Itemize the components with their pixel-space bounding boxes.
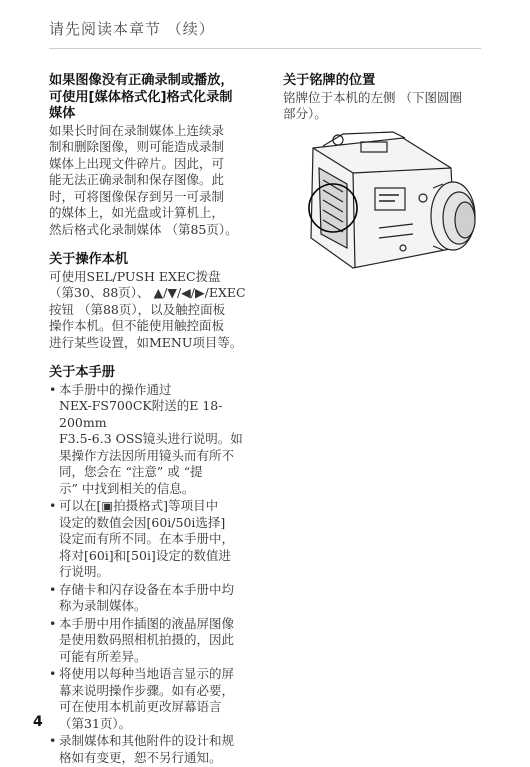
item-line: 幕来说明操作步骤。如有必要， <box>59 682 235 698</box>
item-line: 存储卡和闪存设备在本手册中均 <box>59 581 235 597</box>
body-line: 时，可将图像保存到另一可录制 <box>49 188 225 204</box>
title-line: 可使用[媒体格式化]格式化录制 <box>49 89 233 105</box>
section-title-manual: 关于本手册 <box>49 365 115 380</box>
body-line: 进行某些设置，如MENU项目等。 <box>49 334 243 350</box>
item-line: 可在使用本机前更改屏幕语言 <box>59 699 222 714</box>
right-column <box>283 73 488 123</box>
item-line: 格如有变更，恕不另行通知。 <box>59 749 222 765</box>
body-line: 部分）。 <box>283 106 327 121</box>
list-item <box>49 582 259 615</box>
item-line: NEX-FS700CK附送的E 18-200mm <box>59 398 223 430</box>
section-title-operation: 关于操作本机 <box>49 252 129 267</box>
list-item <box>49 666 259 732</box>
item-line: 可以在[▣拍摄格式]等项目中 <box>59 498 219 513</box>
title-line: 如果图像没有正确录制或播放， <box>49 73 234 88</box>
item-line: F3.5-6.3 OSS镜头进行说明。如 <box>59 431 243 446</box>
list-item <box>49 498 259 581</box>
item-line: 将对[60i]和[50i]设定的数值进 <box>59 547 231 563</box>
section-title-format <box>49 73 259 123</box>
body-line: 可使用SEL/PUSH EXEC拨盘 <box>49 268 221 284</box>
title-line: 媒体 <box>49 106 76 121</box>
bullet-icon: • <box>49 666 57 681</box>
body-line: 能无法正确录制和保存图像。此 <box>49 172 225 187</box>
item-line: 可能有所差异。 <box>59 648 147 664</box>
item-line: 行说明。 <box>59 564 110 579</box>
manual-notes-list <box>49 382 259 767</box>
body-line: 制和删除图像，则可能造成录制 <box>49 139 225 154</box>
item-line: 示” 中找到相关的信息。 <box>59 480 195 496</box>
section-body-operation <box>49 269 259 352</box>
header-rule <box>49 48 481 49</box>
item-line: 本手册中用作插图的液晶屏图像 <box>59 615 235 631</box>
camera-illustration <box>283 128 483 278</box>
item-line: 是使用数码照相机拍摄的，因此 <box>59 632 235 647</box>
body-line: 按钮 （第88页），以及触控面板 <box>49 301 226 317</box>
item-line: 称为录制媒体。 <box>59 598 147 613</box>
item-line: 果操作方法因所用镜头而有所不 <box>59 447 235 463</box>
item-line: 设定的数值会因[60i/50i选择] <box>59 514 226 530</box>
item-line: 将使用以每种当地语言显示的屏 <box>59 666 235 681</box>
bullet-icon: • <box>49 615 57 631</box>
left-column <box>49 73 259 767</box>
item-line: 录制媒体和其他附件的设计和规 <box>59 733 235 748</box>
list-item <box>49 733 259 766</box>
item-line: （第31页）。 <box>59 715 132 731</box>
list-item <box>49 616 259 666</box>
page-header: 请先阅读本章节 （续） <box>49 20 215 38</box>
section-body-format <box>49 123 259 239</box>
item-line: 本手册中的操作通过 <box>59 381 172 397</box>
page-number: 4 <box>33 714 43 730</box>
item-line: 同，您会在 “注意” 或 “提 <box>59 464 203 479</box>
body-line: 铭牌位于本机的左侧 （下图圆圈 <box>283 89 462 105</box>
bullet-icon: • <box>49 581 57 597</box>
bullet-icon: • <box>49 381 57 397</box>
section-title-nameplate: 关于铭牌的位置 <box>283 73 376 88</box>
bullet-icon: • <box>49 498 57 513</box>
list-item <box>49 382 259 498</box>
body-line: 然后格式化录制媒体 （第85页）。 <box>49 221 238 237</box>
item-line: 设定而有所不同。在本手册中， <box>59 531 235 546</box>
body-line: 操作本机。但不能使用触控面板 <box>49 318 225 333</box>
body-line: （第30、88页）、 ▲/▼/◀/▶/EXEC <box>49 285 246 300</box>
body-line: 如果长时间在录制媒体上连续录 <box>49 122 225 138</box>
body-line: 的媒体上，如光盘或计算机上， <box>49 205 225 220</box>
section-body-nameplate <box>283 90 488 123</box>
bullet-icon: • <box>49 733 57 748</box>
body-line: 媒体上出现文件碎片。因此，可 <box>49 155 225 171</box>
